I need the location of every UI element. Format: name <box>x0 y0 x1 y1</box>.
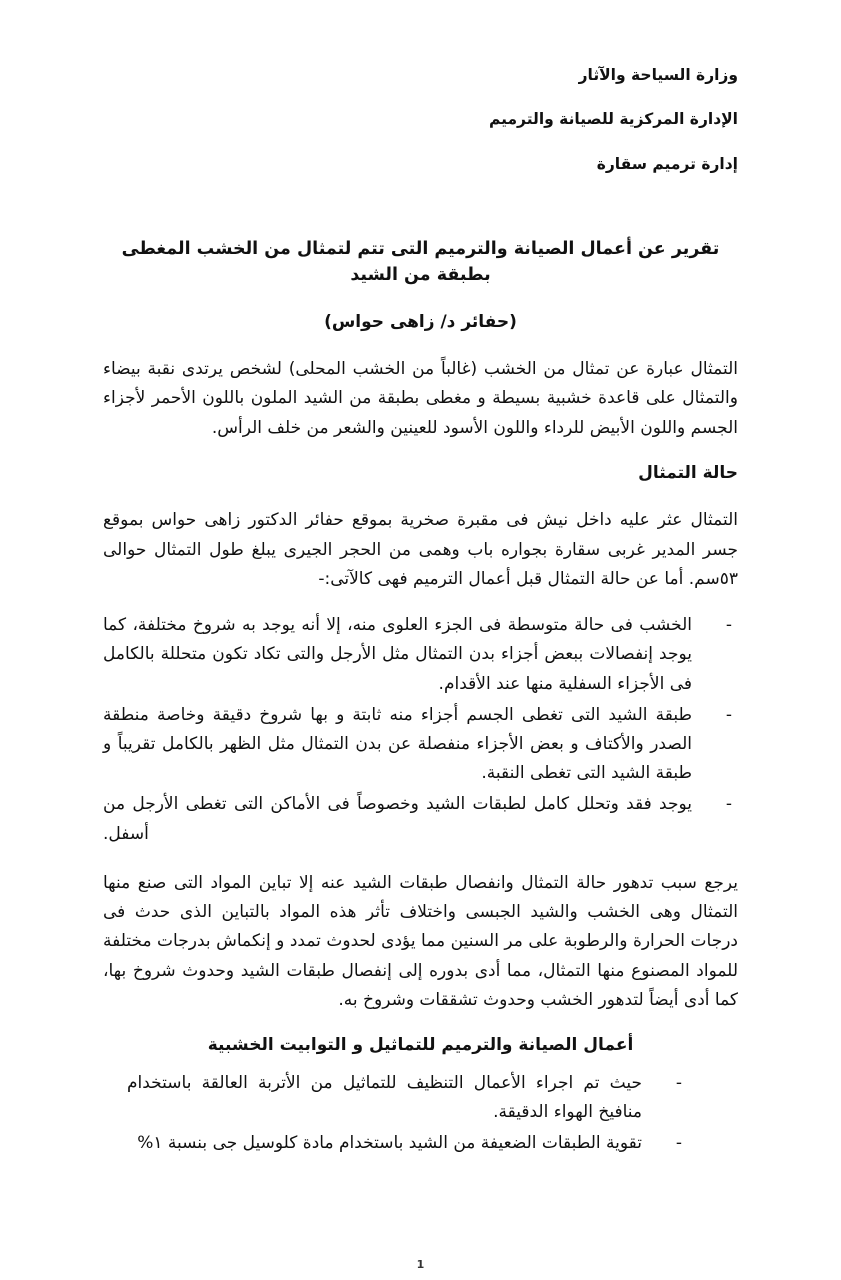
list-item-text: طبقة الشيد التى تغطى الجسم أجزاء منه ثابتة و بها شروخ دقيقة وخاصة منطقة الصدر والأكتاف و بعض الأجزاء منفصلة عن بدن التمثال مثل الظهر بالكامل تقريباً و طبقة الشيد التى تغطى النقبة. <box>103 704 692 784</box>
statue-condition-paragraph: التمثال عثر عليه داخل نيش فى مقبرة صخرية بموقع حفائر الدكتور زاهى حواس بموقع جسر المدير غربى سقارة بجواره باب وهمى من الحجر الجيرى يبلغ طول التمثال حوالى ٥٣سم. أما عن حالة التمثال قبل أعمال الترميم فهى كالآتى:- <box>103 510 738 589</box>
page-number: 1 <box>416 1258 425 1271</box>
letterhead-line-ministry: وزارة السياحة والآثار <box>578 66 738 84</box>
list-item <box>103 1129 738 1158</box>
bullet-dash-icon: - <box>675 1133 682 1154</box>
list-item <box>103 701 738 789</box>
page-subtitle: (حفائر د/ زاهى حواس) <box>324 311 517 332</box>
letterhead-line-central-administration: الإدارة المركزية للصيانة والترميم <box>488 110 738 129</box>
bullet-dash-icon: - <box>725 615 732 636</box>
list-item-text: تقوية الطبقات الضعيفة من الشيد باستخدام مادة كلوسيل جى بنسبة ١% <box>137 1133 642 1154</box>
bullet-dash-icon: - <box>675 1072 682 1093</box>
list-item-text: يوجد فقد وتحلل كامل لطبقات الشيد وخصوصاً فى الأماكن التى تغطى الأرجل من أسفل. <box>103 794 692 844</box>
section-heading-statue-condition: حالة التمثال <box>638 462 738 483</box>
bullet-dash-icon: - <box>725 704 732 725</box>
page-title: تقرير عن أعمال الصيانة والترميم التى تتم لتمثال من الخشب المغطى بطبقة من الشيد <box>121 239 720 286</box>
intro-paragraph: التمثال عبارة عن تمثال من الخشب (غالباً من الخشب المحلى) لشخص يرتدى نقبة بيضاء والتمثال على قاعدة خشبية بسيطة و مغطى بطبقة من الشيد الملون باللون الأحمر لأجزاء الجسم واللون الأبيض للرداء واللون الأسود للعينين والشعر من خلف الرأس. <box>103 359 738 438</box>
list-item-text: حيث تم اجراء الأعمال التنظيف للتماثيل من الأتربة العالقة باستخدام منافيخ الهواء الدقيقة. <box>127 1072 642 1122</box>
letterhead <box>103 66 738 174</box>
statue-condition-bullet-list <box>103 611 738 849</box>
list-item <box>103 790 738 848</box>
deterioration-paragraph: يرجع سبب تدهور حالة التمثال وانفصال طبقات الشيد عنه إلا تباين المواد التى صنع منها التمثال وهى الخشب والشيد الجبسى واختلاف تأثر هذه المواد بالتباين الذى حدث فى درجات الحرارة والرطوبة على مر السنين مما يؤدى لحدوث تمدد و إنكماش بدرجات مختلفة للمواد المصنوع منها التمثال، مما أدى بدوره إلى إنفصال طبقات الشيد وحدوث شروخ بها، كما أدى أيضاً لتدهور الخشب وحدوث تشققات وشروخ به. <box>103 872 738 1010</box>
letterhead-line-saqqara-department: إدارة ترميم سقارة <box>596 154 738 173</box>
restoration-works-bullet-list <box>103 1069 738 1159</box>
document-content <box>103 0 738 1160</box>
list-item <box>103 1069 738 1127</box>
list-item <box>103 611 738 699</box>
list-item-text: الخشب فى حالة متوسطة فى الجزء العلوى منه، إلا أنه يوجد به شروخ مختلفة، كما يوجد إنفصالات ببعض أجزاء بدن التمثال مثل الأرجل والتى تكاد تكون متحللة بالكامل فى الأجزاء السفلية منها عند الأقدام. <box>103 615 692 694</box>
section-heading-restoration-works: أعمال الصيانة والترميم للتماثيل و التوابيت الخشبية <box>207 1035 634 1056</box>
bullet-dash-icon: - <box>725 794 732 815</box>
